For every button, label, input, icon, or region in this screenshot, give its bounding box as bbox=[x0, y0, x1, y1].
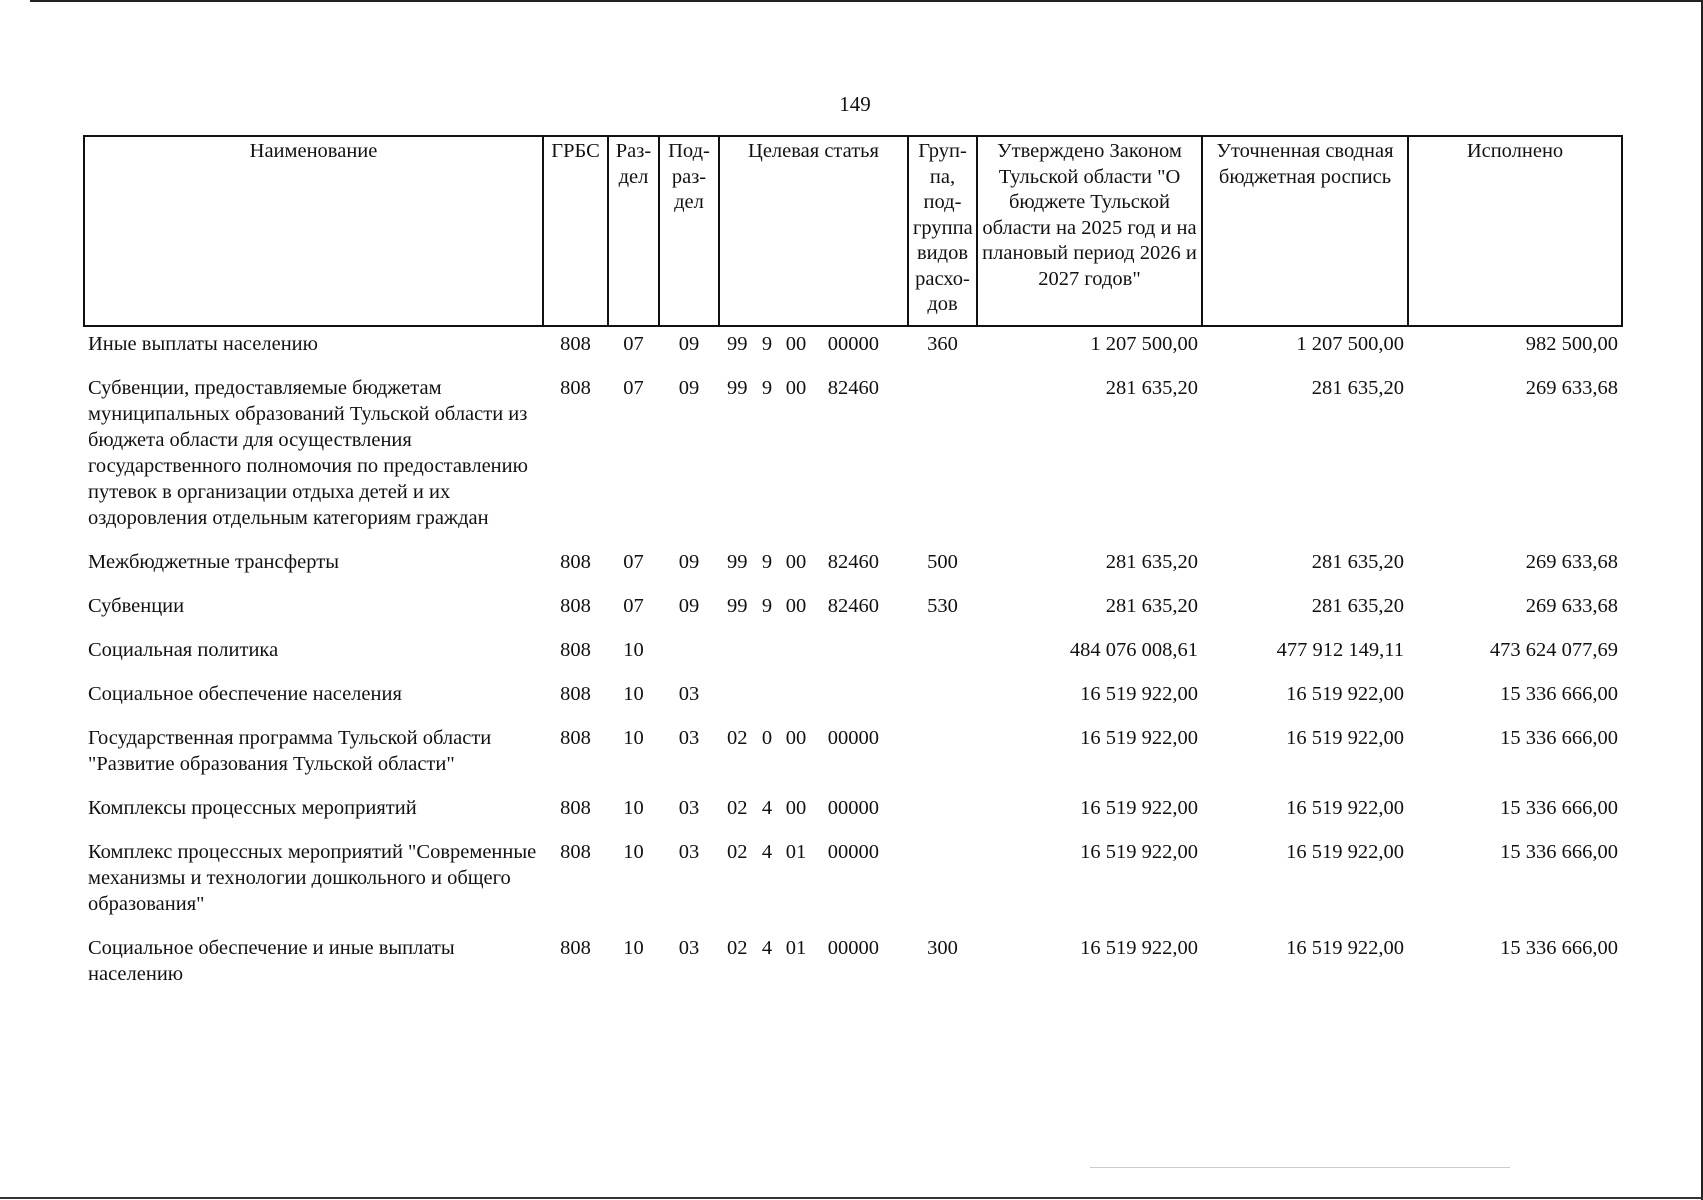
row-refined-amount: 16 519 922,00 bbox=[1286, 727, 1404, 749]
tselevaya-statya-part: 02 bbox=[727, 937, 748, 959]
row-executed-amount: 269 633,68 bbox=[1525, 551, 1618, 573]
tselevaya-statya-part: 02 bbox=[727, 841, 748, 863]
tselevaya-statya-part: 0 bbox=[761, 727, 773, 749]
row-vid-rashodov: 530 bbox=[927, 595, 958, 617]
table-row bbox=[84, 326, 1622, 371]
row-razdel: 07 bbox=[623, 551, 644, 573]
header-name: Наименование bbox=[84, 136, 543, 326]
tselevaya-statya-part: 9 bbox=[761, 595, 773, 617]
row-tselevaya-statya bbox=[719, 791, 908, 835]
row-executed-amount: 15 336 666,00 bbox=[1500, 683, 1618, 705]
tselevaya-statya-part: 9 bbox=[761, 377, 773, 399]
row-vid-rashodov bbox=[908, 835, 977, 931]
row-podrazdel: 09 bbox=[678, 595, 700, 617]
row-approved-amount: 16 519 922,00 bbox=[1080, 797, 1198, 819]
page-number: 149 bbox=[839, 92, 871, 116]
row-executed-amount: 982 500,00 bbox=[1525, 333, 1618, 355]
tselevaya-statya-part: 00000 bbox=[827, 937, 879, 959]
tselevaya-statya-part: 4 bbox=[761, 841, 773, 863]
row-razdel: 10 bbox=[623, 639, 644, 661]
row-refined-amount: 16 519 922,00 bbox=[1286, 937, 1404, 959]
row-approved-amount: 16 519 922,00 bbox=[1080, 683, 1198, 705]
row-name: Комплекс процессных мероприятий "Современные механизмы и технологии дошкольного и общего образования" bbox=[88, 841, 537, 915]
row-podrazdel: 03 bbox=[678, 797, 700, 819]
tselevaya-statya-part: 99 bbox=[727, 551, 748, 573]
row-vid-rashodov bbox=[908, 371, 977, 545]
tselevaya-statya-part: 00 bbox=[785, 333, 807, 355]
row-tselevaya-statya bbox=[719, 931, 908, 1001]
row-refined-amount: 477 912 149,11 bbox=[1276, 639, 1404, 661]
row-grbs: 808 bbox=[560, 841, 591, 863]
row-executed-amount: 15 336 666,00 bbox=[1500, 841, 1618, 863]
tselevaya-statya-part: 00000 bbox=[827, 727, 879, 749]
tselevaya-statya-part: 00000 bbox=[827, 841, 879, 863]
scan-artifact-line bbox=[1090, 1167, 1510, 1168]
row-razdel: 10 bbox=[623, 797, 644, 819]
row-podrazdel: 09 bbox=[678, 333, 700, 355]
row-tselevaya-statya bbox=[719, 721, 908, 791]
row-approved-amount: 16 519 922,00 bbox=[1080, 841, 1198, 863]
row-refined-amount: 16 519 922,00 bbox=[1286, 841, 1404, 863]
row-podrazdel: 09 bbox=[678, 377, 700, 399]
tselevaya-statya-part: 99 bbox=[727, 333, 748, 355]
tselevaya-statya-part: 82460 bbox=[827, 377, 879, 399]
row-tselevaya-statya bbox=[719, 677, 908, 721]
row-name: Субвенции, предоставляемые бюджетам муниципальных образований Тульской области из бюджета области для осуществления государственного полномочия по предоставлению путевок в организации отдыха детей и их оздоровления отдельным категориям граждан bbox=[88, 377, 528, 529]
header-gruppa-vidov-rashodov: Груп- па, под- группа видов расхо- дов bbox=[908, 136, 977, 326]
table-header bbox=[84, 136, 1622, 326]
tselevaya-statya-part: 00 bbox=[785, 727, 807, 749]
header-razdel: Раз- дел bbox=[608, 136, 659, 326]
table-row bbox=[84, 633, 1622, 677]
row-podrazdel: 03 bbox=[678, 683, 700, 705]
row-podrazdel bbox=[659, 633, 719, 677]
row-tselevaya-statya bbox=[719, 326, 908, 371]
header-ispolneno: Исполнено bbox=[1408, 136, 1622, 326]
table-body bbox=[84, 326, 1622, 1001]
row-refined-amount: 16 519 922,00 bbox=[1286, 683, 1404, 705]
table-row bbox=[84, 545, 1622, 589]
row-approved-amount: 16 519 922,00 bbox=[1080, 727, 1198, 749]
row-razdel: 07 bbox=[623, 595, 644, 617]
row-executed-amount: 269 633,68 bbox=[1525, 377, 1618, 399]
tselevaya-statya-part: 00 bbox=[785, 595, 807, 617]
row-executed-amount: 15 336 666,00 bbox=[1500, 937, 1618, 959]
row-grbs: 808 bbox=[560, 639, 591, 661]
tselevaya-statya-part: 00000 bbox=[827, 797, 879, 819]
header-grbs: ГРБС bbox=[543, 136, 608, 326]
row-vid-rashodov bbox=[908, 677, 977, 721]
tselevaya-statya-part: 00000 bbox=[827, 333, 879, 355]
table-row bbox=[84, 931, 1622, 1001]
row-razdel: 10 bbox=[623, 683, 644, 705]
row-grbs: 808 bbox=[560, 683, 591, 705]
table-row bbox=[84, 835, 1622, 931]
row-razdel: 07 bbox=[623, 377, 644, 399]
row-grbs: 808 bbox=[560, 333, 591, 355]
row-podrazdel: 03 bbox=[678, 727, 700, 749]
row-podrazdel: 03 bbox=[678, 841, 700, 863]
row-name: Иные выплаты населению bbox=[88, 333, 318, 355]
scan-edge-top bbox=[30, 0, 1703, 2]
tselevaya-statya-part: 99 bbox=[727, 595, 748, 617]
row-executed-amount: 15 336 666,00 bbox=[1500, 727, 1618, 749]
row-name: Социальное обеспечение населения bbox=[88, 683, 402, 705]
row-grbs: 808 bbox=[560, 937, 591, 959]
row-refined-amount: 281 635,20 bbox=[1311, 551, 1404, 573]
tselevaya-statya-part: 02 bbox=[727, 727, 748, 749]
row-executed-amount: 269 633,68 bbox=[1525, 595, 1618, 617]
row-name: Межбюджетные трансферты bbox=[88, 551, 339, 573]
table-row bbox=[84, 791, 1622, 835]
row-refined-amount: 281 635,20 bbox=[1311, 377, 1404, 399]
row-tselevaya-statya bbox=[719, 589, 908, 633]
row-executed-amount: 15 336 666,00 bbox=[1500, 797, 1618, 819]
row-grbs: 808 bbox=[560, 727, 591, 749]
row-approved-amount: 1 207 500,00 bbox=[1090, 333, 1198, 355]
header-utochnennaya: Уточненная сводная бюджетная роспись bbox=[1202, 136, 1408, 326]
tselevaya-statya-part: 01 bbox=[785, 937, 807, 959]
tselevaya-statya-part: 00 bbox=[785, 551, 807, 573]
row-grbs: 808 bbox=[560, 595, 591, 617]
row-podrazdel: 03 bbox=[678, 937, 700, 959]
row-name: Социальная политика bbox=[88, 639, 279, 661]
row-vid-rashodov: 500 bbox=[927, 551, 958, 573]
row-razdel: 10 bbox=[623, 937, 644, 959]
row-vid-rashodov: 360 bbox=[927, 333, 958, 355]
row-grbs: 808 bbox=[560, 551, 591, 573]
row-name: Комплексы процессных мероприятий bbox=[88, 797, 417, 819]
row-vid-rashodov bbox=[908, 633, 977, 677]
scan-edge-bottom bbox=[0, 1197, 1703, 1199]
row-approved-amount: 281 635,20 bbox=[1105, 377, 1198, 399]
row-razdel: 10 bbox=[623, 841, 644, 863]
row-grbs: 808 bbox=[560, 797, 591, 819]
tselevaya-statya-part: 00 bbox=[785, 377, 807, 399]
tselevaya-statya-part: 82460 bbox=[827, 551, 879, 573]
table-row bbox=[84, 371, 1622, 545]
tselevaya-statya-part: 00 bbox=[785, 797, 807, 819]
tselevaya-statya-part: 4 bbox=[761, 937, 773, 959]
row-approved-amount: 281 635,20 bbox=[1105, 595, 1198, 617]
table-row bbox=[84, 589, 1622, 633]
row-vid-rashodov: 300 bbox=[927, 937, 958, 959]
tselevaya-statya-part: 9 bbox=[761, 333, 773, 355]
row-approved-amount: 16 519 922,00 bbox=[1080, 937, 1198, 959]
tselevaya-statya-part: 02 bbox=[727, 797, 748, 819]
row-refined-amount: 16 519 922,00 bbox=[1286, 797, 1404, 819]
row-refined-amount: 281 635,20 bbox=[1311, 595, 1404, 617]
row-vid-rashodov bbox=[908, 791, 977, 835]
header-podrazdel: Под- раз- дел bbox=[659, 136, 719, 326]
header-tselevaya-statya: Целевая статья bbox=[719, 136, 908, 326]
row-name: Государственная программа Тульской области "Развитие образования Тульской области" bbox=[88, 727, 492, 775]
row-podrazdel: 09 bbox=[678, 551, 700, 573]
row-executed-amount: 473 624 077,69 bbox=[1489, 639, 1618, 661]
tselevaya-statya-part: 99 bbox=[727, 377, 748, 399]
row-grbs: 808 bbox=[560, 377, 591, 399]
budget-table bbox=[83, 135, 1621, 1001]
table-row bbox=[84, 721, 1622, 791]
header-utverzhdeno: Утверждено Законом Тульской области "О бюджете Тульской области на 2025 год и на плановый период 2026 и 2027 годов" bbox=[977, 136, 1202, 326]
row-tselevaya-statya bbox=[719, 835, 908, 931]
row-razdel: 07 bbox=[623, 333, 644, 355]
row-name: Субвенции bbox=[88, 595, 185, 617]
row-vid-rashodov bbox=[908, 721, 977, 791]
row-approved-amount: 281 635,20 bbox=[1105, 551, 1198, 573]
row-tselevaya-statya bbox=[719, 545, 908, 589]
tselevaya-statya-part: 82460 bbox=[827, 595, 879, 617]
row-name: Социальное обеспечение и иные выплаты населению bbox=[88, 937, 455, 985]
table-row bbox=[84, 677, 1622, 721]
row-refined-amount: 1 207 500,00 bbox=[1296, 333, 1404, 355]
row-tselevaya-statya bbox=[719, 633, 908, 677]
tselevaya-statya-part: 01 bbox=[785, 841, 807, 863]
row-razdel: 10 bbox=[623, 727, 644, 749]
tselevaya-statya-part: 9 bbox=[761, 551, 773, 573]
tselevaya-statya-part: 4 bbox=[761, 797, 773, 819]
row-tselevaya-statya bbox=[719, 371, 908, 545]
row-approved-amount: 484 076 008,61 bbox=[1069, 639, 1198, 661]
